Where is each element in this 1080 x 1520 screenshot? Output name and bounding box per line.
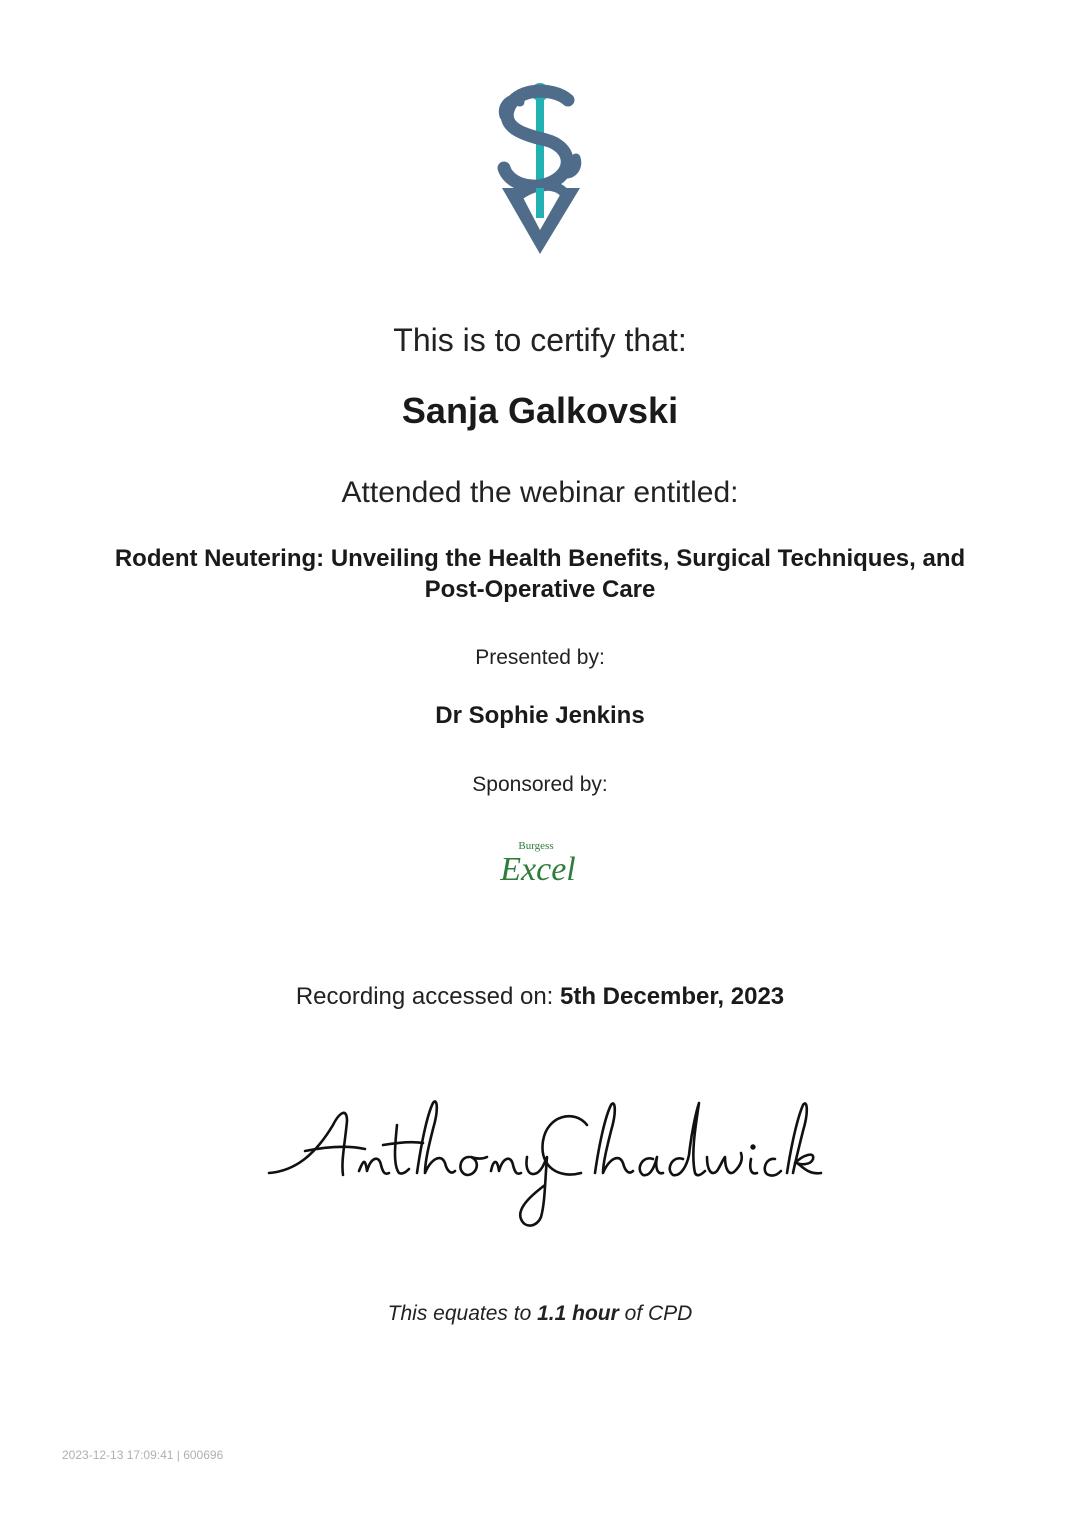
sponsor-logo-small-text: Burgess	[518, 840, 554, 852]
sponsored-by-label: Sponsored by:	[472, 773, 608, 796]
webinar-title-line1: Rodent Neutering: Unveiling the Health Benefits, Surgical Techniques, and	[114, 545, 966, 572]
signature	[255, 1085, 825, 1235]
veterinary-caduceus-icon	[490, 78, 590, 258]
certify-intro: This is to certify that:	[393, 322, 687, 358]
cpd-hours: 1.1 hour	[537, 1302, 619, 1325]
webinar-title	[60, 543, 1020, 605]
presented-by-label: Presented by:	[475, 646, 605, 669]
cpd-prefix: This equates to	[387, 1302, 532, 1325]
attended-label: Attended the webinar entitled:	[341, 476, 739, 509]
presenter-name: Dr Sophie Jenkins	[435, 702, 645, 729]
recording-accessed	[0, 983, 1080, 1011]
cpd-statement	[0, 1302, 1080, 1326]
sponsor-logo-large-text: Excel	[500, 851, 576, 888]
footer-timestamp: 2023-12-13 17:09:41 | 600696	[62, 1448, 224, 1462]
cpd-suffix: of CPD	[624, 1302, 693, 1325]
recording-date: 5th December, 2023	[560, 983, 785, 1010]
webinar-title-line2: Post-Operative Care	[424, 576, 656, 603]
recording-label: Recording accessed on:	[295, 983, 554, 1010]
sponsor-logo	[490, 836, 590, 888]
recipient-name: Sanja Galkovski	[401, 390, 679, 431]
